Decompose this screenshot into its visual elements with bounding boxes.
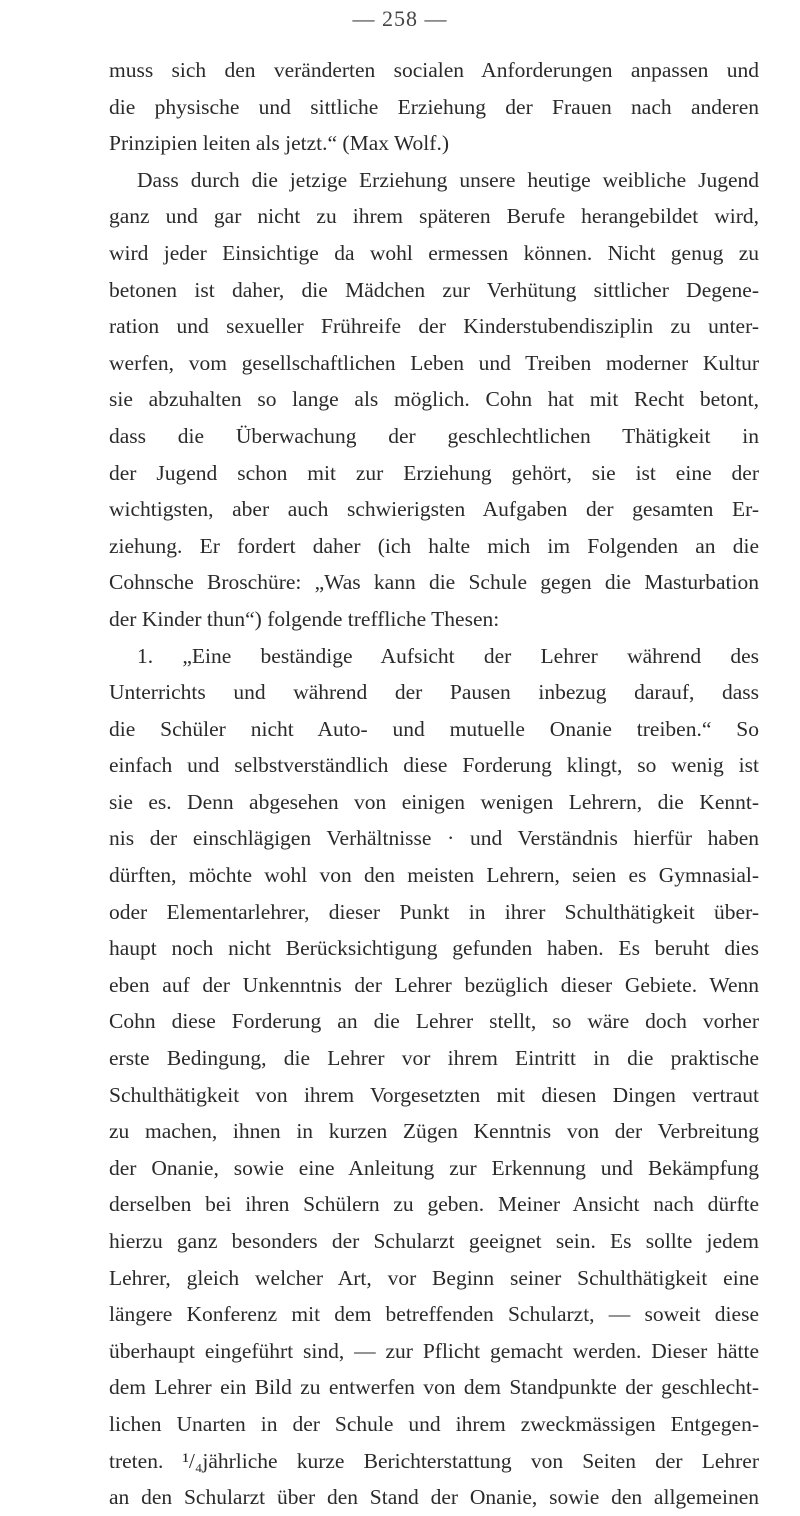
text-line: Dass durch die jetzige Erziehung unsere heutige weibliche Jugend (137, 167, 759, 192)
body-text (109, 52, 759, 1516)
text-line: lichen Unarten in der Schule und ihrem zweckmässigen Entgegen- (109, 1411, 759, 1436)
text-line: haupt noch nicht Berücksichtigung gefunden haben. Es beruht dies (109, 936, 759, 961)
text-line: dass die Überwachung der geschlechtlichen Thätigkeit in (109, 423, 759, 448)
text-line: 1. „Eine beständige Aufsicht der Lehrer während des (137, 643, 759, 668)
text-line: der Kinder thun“) folgende treffliche Thesen: (109, 606, 500, 631)
text-line: dürften, möchte wohl von den meisten Lehrern, seien es Gymnasial- (109, 863, 759, 888)
text-line: die Schüler nicht Auto- und mutuelle Onanie treiben.“ So (109, 716, 759, 741)
text-line: Cohn diese Forderung an die Lehrer stellt, so wäre doch vorher (109, 1009, 759, 1034)
text-line: Lehrer, gleich welcher Art, vor Beginn seiner Schulthätigkeit eine (109, 1265, 759, 1290)
text-line: längere Konferenz mit dem betreffenden Schularzt, — soweit diese (109, 1302, 759, 1327)
text-line: betonen ist daher, die Mädchen zur Verhütung sittlicher Degene- (109, 277, 759, 302)
text-line: überhaupt eingeführt sind, — zur Pflicht gemacht werden. Dieser hätte (109, 1338, 759, 1363)
text-line: ration und sexueller Frühreife der Kinderstubendisziplin zu unter- (109, 314, 759, 339)
text-line: sie abzuhalten so lange als möglich. Cohn hat mit Recht betont, (109, 387, 759, 412)
text-line: dem Lehrer ein Bild zu entwerfen von dem Standpunkte der geschlecht- (109, 1375, 759, 1400)
text-line: oder Elementarlehrer, dieser Punkt in ihrer Schulthätigkeit über- (109, 899, 759, 924)
text-line: ziehung. Er fordert daher (ich halte mich im Folgenden an die (109, 533, 759, 558)
text-line: treten. ¹/₄jährliche kurze Berichterstattung von Seiten der Lehrer (109, 1448, 759, 1473)
text-line: sie es. Denn abgesehen von einigen wenigen Lehrern, die Kennt- (109, 789, 759, 814)
text-line: Cohnsche Broschüre: „Was kann die Schule gegen die Masturbation (109, 570, 759, 595)
text-line: einfach und selbstverständlich diese Forderung klingt, so wenig ist (109, 753, 759, 778)
text-line: werfen, vom gesellschaftlichen Leben und Treiben moderner Kultur (109, 350, 759, 375)
text-line: derselben bei ihren Schülern zu geben. Meiner Ansicht nach dürfte (109, 1192, 759, 1217)
text-line: die physische und sittliche Erziehung der Frauen nach anderen (109, 94, 759, 119)
text-line: erste Bedingung, die Lehrer vor ihrem Eintritt in die praktische (109, 1046, 759, 1071)
text-line: nis der einschlägigen Verhältnisse · und Verständnis hierfür haben (109, 826, 759, 851)
text-line: ganz und gar nicht zu ihrem späteren Berufe herangebildet wird, (109, 204, 759, 229)
text-line: hierzu ganz besonders der Schularzt geeignet sein. Es sollte jedem (109, 1229, 759, 1253)
text-line: der Onanie, sowie eine Anleitung zur Erkennung und Bekämpfung (109, 1155, 759, 1180)
text-line: Unterrichts und während der Pausen inbezug darauf, dass (109, 680, 759, 705)
text-line: wichtigsten, aber auch schwierigsten Aufgaben der gesamten Er- (109, 497, 759, 522)
text-line: Prinzipien leiten als jetzt.“ (Max Wolf.) (109, 131, 449, 156)
text-line: zu machen, ihnen in kurzen Zügen Kenntnis von der Verbreitung (109, 1119, 759, 1144)
text-line: wird jeder Einsichtige da wohl ermessen können. Nicht genug zu (109, 240, 759, 265)
text-line: der Jugend schon mit zur Erziehung gehört, sie ist eine der (109, 460, 759, 485)
text-line: an den Schularzt über den Stand der Onanie, sowie den allgemeinen (109, 1485, 759, 1510)
text-line: eben auf der Unkenntnis der Lehrer bezüglich dieser Gebiete. Wenn (109, 972, 759, 997)
text-line: muss sich den veränderten socialen Anforderungen anpassen und (109, 58, 759, 82)
page-number: — 258 — (352, 6, 448, 31)
text-line: Schulthätigkeit von ihrem Vorgesetzten mit diesen Dingen vertraut (109, 1082, 759, 1107)
